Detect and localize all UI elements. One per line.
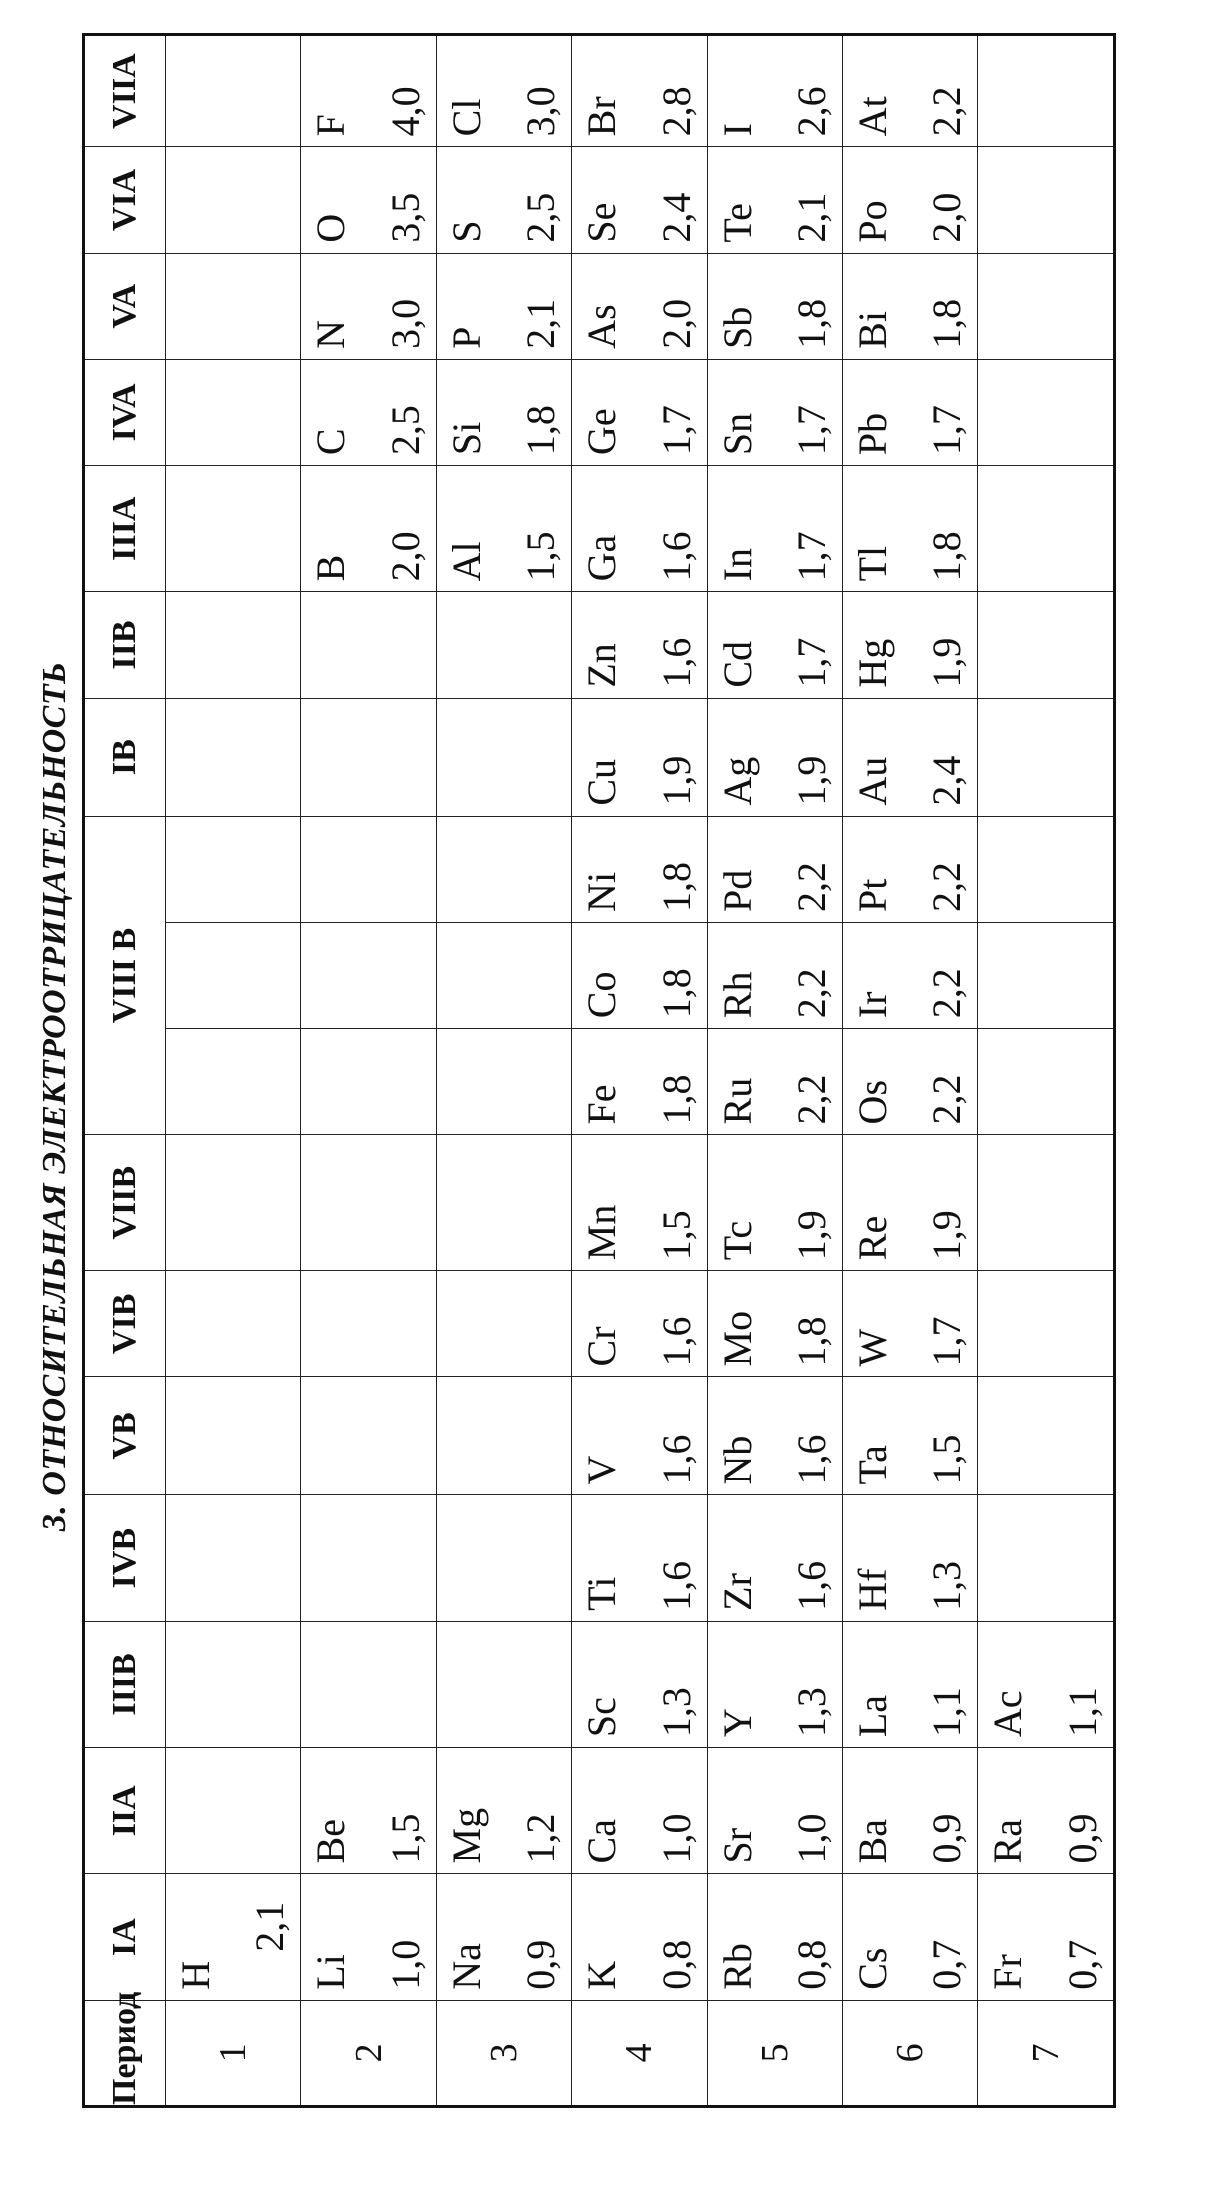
element-cell (572, 1874, 707, 2000)
element-cell (843, 253, 978, 359)
electronegativity-value: 1,3 (653, 1687, 699, 1738)
element-symbol: K (579, 1960, 625, 1990)
table-row (978, 35, 1115, 2107)
element-symbol: O (308, 213, 354, 243)
element-cell (978, 1874, 1115, 2000)
element-cell (301, 466, 436, 592)
electronegativity-value: 1,9 (789, 755, 835, 806)
element-cell (436, 35, 571, 147)
element-symbol: Fe (579, 1084, 625, 1125)
element-cell (843, 1495, 978, 1621)
electronegativity-value: 2,0 (924, 192, 970, 243)
empty-cell (301, 1135, 436, 1271)
element-symbol: W (850, 1328, 896, 1367)
period-label: 2 (301, 2000, 436, 2106)
element-symbol: Hf (850, 1568, 896, 1611)
element-symbol: N (308, 319, 354, 349)
electronegativity-value: 1,6 (789, 1434, 835, 1485)
electronegativity-value: 1,3 (789, 1687, 835, 1738)
element-symbol: Ge (579, 408, 625, 456)
electronegativity-value: 1,9 (653, 755, 699, 806)
element-symbol: Ir (850, 991, 896, 1019)
element-symbol: Cu (579, 758, 625, 806)
element-cell (301, 35, 436, 147)
empty-cell (436, 1495, 571, 1621)
electronegativity-value: 1,5 (653, 1210, 699, 1261)
element-symbol: Ga (579, 534, 625, 582)
electronegativity-value: 2,8 (653, 86, 699, 137)
element-cell (843, 1377, 978, 1495)
empty-cell (166, 1271, 301, 1377)
electronegativity-value: 1,7 (789, 531, 835, 582)
element-symbol: Be (308, 1819, 354, 1864)
electronegativity-value: 2,1 (518, 298, 564, 349)
electronegativity-value: 1,5 (518, 531, 564, 582)
header-group-viia: VIIA (84, 35, 166, 147)
electronegativity-value: 2,2 (789, 861, 835, 912)
element-cell (572, 1377, 707, 1495)
empty-cell (436, 698, 571, 816)
element-cell (843, 1874, 978, 2000)
electronegativity-value: 1,1 (1060, 1687, 1105, 1738)
element-symbol: S (443, 220, 489, 243)
element-cell (436, 147, 571, 253)
element-cell (707, 922, 842, 1028)
element-cell (572, 816, 707, 922)
table-row (301, 35, 436, 2107)
element-cell (978, 1621, 1115, 1747)
element-symbol: Cr (579, 1326, 625, 1367)
element-symbol: Bi (850, 311, 896, 349)
empty-cell (301, 1029, 436, 1135)
element-cell (572, 1495, 707, 1621)
electronegativity-value: 2,2 (924, 1074, 970, 1125)
table-row (436, 35, 571, 2107)
electronegativity-value: 0,9 (1060, 1813, 1105, 1864)
header-group-iva: IVA (84, 359, 166, 465)
element-symbol: Al (443, 541, 489, 582)
element-cell (843, 698, 978, 816)
element-symbol: Y (714, 1708, 760, 1738)
element-cell (436, 1874, 571, 2000)
page-title: 3. ОТНОСИТЕЛЬНАЯ ЭЛЕКТРООТРИЦАТЕЛЬНОСТЬ (36, 661, 73, 1532)
element-symbol: Tl (850, 545, 896, 582)
electronegativity-value: 2,5 (518, 192, 564, 243)
empty-cell (978, 359, 1115, 465)
element-cell (301, 1874, 436, 2000)
element-symbol: Sn (714, 412, 760, 456)
element-cell (301, 253, 436, 359)
electronegativity-value: 0,8 (789, 1939, 835, 1990)
electronegativity-value: 1,6 (653, 637, 699, 688)
element-symbol: Ni (579, 871, 625, 912)
element-symbol: Mg (443, 1807, 489, 1864)
header-group-vb: VB (84, 1377, 166, 1495)
element-symbol: Zr (714, 1573, 760, 1611)
electronegativity-value: 1,8 (653, 968, 699, 1019)
empty-cell (436, 592, 571, 698)
electronegativity-value: 0,9 (518, 1939, 564, 1990)
element-cell (572, 922, 707, 1028)
electronegativity-value: 2,1 (789, 192, 835, 243)
element-symbol: Cl (443, 98, 489, 137)
element-symbol: F (308, 114, 354, 137)
header-group-iib: IIB (84, 592, 166, 698)
element-cell (843, 1748, 978, 1874)
electronegativity-value: 1,7 (653, 405, 699, 456)
element-cell (707, 698, 842, 816)
empty-cell (978, 698, 1115, 816)
electronegativity-value: 1,7 (924, 1316, 970, 1367)
empty-cell (436, 922, 571, 1028)
element-cell (843, 1029, 978, 1135)
element-cell (707, 1621, 842, 1747)
electronegativity-value: 2,5 (382, 405, 428, 456)
element-symbol: Os (850, 1079, 896, 1125)
element-symbol: Ba (850, 1819, 896, 1864)
element-cell (707, 35, 842, 147)
empty-cell (978, 35, 1115, 147)
element-symbol: Mo (714, 1310, 760, 1367)
element-cell (978, 1748, 1115, 1874)
electronegativity-value: 2,0 (653, 298, 699, 349)
element-cell (572, 35, 707, 147)
element-symbol: Cd (714, 640, 760, 688)
electronegativity-value: 1,6 (653, 531, 699, 582)
electronegativity-value: 0,7 (1060, 1939, 1105, 1990)
empty-cell (166, 922, 301, 1028)
element-cell (707, 359, 842, 465)
empty-cell (301, 1377, 436, 1495)
electronegativity-value: 2,4 (924, 755, 970, 806)
electronegativity-value: 4,0 (382, 86, 428, 137)
element-cell (301, 359, 436, 465)
electronegativity-value: 0,8 (653, 1939, 699, 1990)
empty-cell (166, 698, 301, 816)
empty-cell (301, 1621, 436, 1747)
element-symbol: In (714, 548, 760, 582)
electronegativity-value: 1,8 (789, 298, 835, 349)
element-symbol: Po (850, 200, 896, 243)
electronegativity-value: 1,6 (789, 1560, 835, 1611)
element-symbol: Sb (714, 306, 760, 349)
empty-cell (166, 1135, 301, 1271)
element-symbol: Re (850, 1215, 896, 1261)
period-label: 3 (436, 2000, 571, 2106)
empty-cell (166, 816, 301, 922)
element-cell (707, 147, 842, 253)
empty-cell (166, 466, 301, 592)
element-symbol: B (308, 554, 354, 582)
element-cell (436, 466, 571, 592)
period-label: 5 (707, 2000, 842, 2106)
period-label: 1 (166, 2000, 301, 2106)
electronegativity-value: 2,1 (247, 1901, 293, 1952)
empty-cell (166, 147, 301, 253)
electronegativity-value: 3,5 (382, 192, 428, 243)
electronegativity-value: 1,9 (789, 1210, 835, 1261)
element-cell (572, 1135, 707, 1271)
element-symbol: Rh (714, 971, 760, 1019)
header-period: Период (84, 2000, 166, 2106)
element-cell (707, 1135, 842, 1271)
element-symbol: Fr (985, 1954, 1031, 1990)
electronegativity-value: 1,7 (789, 405, 835, 456)
element-symbol: Ta (850, 1445, 896, 1485)
electronegativity-value: 2,2 (924, 968, 970, 1019)
electronegativity-value: 1,8 (653, 1074, 699, 1125)
element-cell (707, 466, 842, 592)
electronegativity-value: 2,2 (789, 968, 835, 1019)
electronegativity-value: 1,0 (653, 1813, 699, 1864)
element-symbol: Nb (714, 1435, 760, 1485)
electronegativity-value: 2,2 (924, 861, 970, 912)
element-symbol: Ac (985, 1690, 1031, 1738)
period-label: 7 (978, 2000, 1115, 2106)
header-group-iiib: IIIB (84, 1621, 166, 1747)
empty-cell (978, 592, 1115, 698)
element-symbol: Rb (714, 1943, 760, 1990)
electronegativity-value: 1,7 (924, 405, 970, 456)
electronegativity-value: 1,5 (924, 1434, 970, 1485)
table-row (572, 35, 707, 2107)
element-symbol: Se (579, 202, 625, 243)
element-symbol: Pt (850, 878, 896, 912)
empty-cell (166, 1495, 301, 1621)
element-cell (572, 698, 707, 816)
electronegativity-value: 2,6 (789, 86, 835, 137)
empty-cell (301, 816, 436, 922)
electronegativity-value: 1,3 (924, 1560, 970, 1611)
element-cell (436, 253, 571, 359)
period-label: 4 (572, 2000, 707, 2106)
electronegativity-value: 1,8 (789, 1316, 835, 1367)
element-symbol: P (443, 326, 489, 349)
electronegativity-value: 2,2 (924, 86, 970, 137)
table-row (843, 35, 978, 2107)
table-body (166, 35, 1115, 2107)
element-symbol: V (579, 1455, 625, 1485)
element-symbol: Na (443, 1943, 489, 1990)
empty-cell (301, 1495, 436, 1621)
empty-cell (978, 147, 1115, 253)
empty-cell (166, 1621, 301, 1747)
electronegativity-table (82, 33, 1116, 2108)
electronegativity-value: 1,6 (653, 1316, 699, 1367)
electronegativity-value: 0,9 (924, 1813, 970, 1864)
electronegativity-value: 1,8 (653, 861, 699, 912)
empty-cell (301, 1271, 436, 1377)
element-cell (843, 922, 978, 1028)
element-symbol: Cs (850, 1947, 896, 1990)
element-cell (707, 1029, 842, 1135)
electronegativity-value: 1,5 (382, 1813, 428, 1864)
empty-cell (166, 253, 301, 359)
electronegativity-value: 2,2 (789, 1074, 835, 1125)
element-symbol: Sc (579, 1697, 625, 1738)
electronegativity-value: 1,2 (518, 1813, 564, 1864)
electronegativity-value: 1,0 (789, 1813, 835, 1864)
empty-cell (301, 698, 436, 816)
element-cell (707, 1271, 842, 1377)
element-cell (843, 1271, 978, 1377)
element-symbol: Mn (579, 1204, 625, 1261)
element-cell (707, 1495, 842, 1621)
header-group-iia: IIA (84, 1748, 166, 1874)
empty-cell (978, 816, 1115, 922)
table-row (707, 35, 842, 2107)
electronegativity-value: 1,7 (789, 637, 835, 688)
element-cell (572, 1271, 707, 1377)
electronegativity-value: 1,9 (924, 637, 970, 688)
electronegativity-value: 1,0 (382, 1939, 428, 1990)
element-cell (436, 1748, 571, 1874)
element-symbol: Hg (850, 638, 896, 688)
electronegativity-value: 1,8 (518, 405, 564, 456)
element-cell (301, 1748, 436, 1874)
element-cell (843, 816, 978, 922)
element-cell (707, 816, 842, 922)
empty-cell (166, 1748, 301, 1874)
element-cell (707, 1377, 842, 1495)
element-symbol: Tc (714, 1220, 760, 1261)
element-symbol: At (850, 96, 896, 137)
empty-cell (978, 253, 1115, 359)
element-cell (572, 147, 707, 253)
element-cell (572, 359, 707, 465)
element-cell (301, 147, 436, 253)
empty-cell (436, 1271, 571, 1377)
header-group-viiib: VIII B (84, 816, 166, 1135)
empty-cell (166, 1029, 301, 1135)
empty-cell (978, 1029, 1115, 1135)
element-cell (843, 359, 978, 465)
element-cell (843, 466, 978, 592)
header-group-ib: IB (84, 698, 166, 816)
element-cell (707, 1874, 842, 2000)
element-cell (572, 466, 707, 592)
empty-cell (978, 922, 1115, 1028)
empty-cell (166, 1377, 301, 1495)
element-symbol: La (850, 1694, 896, 1738)
element-symbol: Au (850, 756, 896, 806)
empty-cell (436, 1029, 571, 1135)
element-cell (843, 592, 978, 698)
element-symbol: Ag (714, 756, 760, 806)
electronegativity-value: 2,0 (382, 531, 428, 582)
element-cell (843, 35, 978, 147)
element-cell (572, 1621, 707, 1747)
electronegativity-value: 1,6 (653, 1560, 699, 1611)
electronegativity-value: 2,4 (653, 192, 699, 243)
empty-cell (301, 922, 436, 1028)
empty-cell (436, 1135, 571, 1271)
element-cell (572, 592, 707, 698)
element-symbol: As (579, 304, 625, 349)
element-symbol: Ru (714, 1077, 760, 1125)
element-symbol: Pd (714, 869, 760, 912)
element-symbol: C (308, 428, 354, 456)
empty-cell (978, 1135, 1115, 1271)
empty-cell (166, 359, 301, 465)
element-cell (166, 1874, 301, 2000)
element-symbol: Co (579, 971, 625, 1019)
electronegativity-value: 1,9 (924, 1210, 970, 1261)
header-group-viib: VIIB (84, 1135, 166, 1271)
element-symbol: H (173, 1960, 218, 1990)
element-cell (707, 1748, 842, 1874)
element-cell (843, 1135, 978, 1271)
header-group-ivb: IVB (84, 1495, 166, 1621)
empty-cell (978, 1495, 1115, 1621)
electronegativity-value: 1,8 (924, 298, 970, 349)
header-group-va: VA (84, 253, 166, 359)
header-group-ia: IA (84, 1874, 166, 2000)
electronegativity-value: 1,1 (924, 1687, 970, 1738)
empty-cell (436, 816, 571, 922)
electronegativity-value: 3,0 (382, 298, 428, 349)
header-group-via: VIA (84, 147, 166, 253)
element-symbol: Ra (985, 1819, 1031, 1864)
element-symbol: Te (714, 203, 760, 243)
empty-cell (436, 1621, 571, 1747)
empty-cell (978, 466, 1115, 592)
element-cell (843, 1621, 978, 1747)
element-cell (436, 359, 571, 465)
empty-cell (436, 1377, 571, 1495)
empty-cell (166, 35, 301, 147)
empty-cell (166, 592, 301, 698)
element-cell (843, 147, 978, 253)
electronegativity-value: 1,8 (924, 531, 970, 582)
element-cell (707, 253, 842, 359)
element-cell (572, 1029, 707, 1135)
table-row (166, 35, 301, 2107)
empty-cell (978, 1271, 1115, 1377)
element-symbol: Zn (579, 643, 625, 688)
period-label: 6 (843, 2000, 978, 2106)
header-group-iiia: IIIA (84, 466, 166, 592)
electronegativity-value: 1,6 (653, 1434, 699, 1485)
element-symbol: Sr (714, 1827, 760, 1864)
element-symbol: Si (443, 421, 489, 456)
element-symbol: I (714, 122, 760, 137)
element-symbol: Pb (850, 412, 896, 456)
element-symbol: Ti (579, 1576, 625, 1611)
element-symbol: Li (308, 1954, 354, 1990)
electronegativity-value: 3,0 (518, 86, 564, 137)
header-row (84, 35, 166, 2107)
element-cell (572, 1748, 707, 1874)
element-cell (707, 592, 842, 698)
element-symbol: Br (579, 96, 625, 137)
empty-cell (301, 592, 436, 698)
element-symbol: Ca (579, 1819, 625, 1864)
empty-cell (978, 1377, 1115, 1495)
header-group-vib: VIB (84, 1271, 166, 1377)
element-cell (572, 253, 707, 359)
electronegativity-value: 0,7 (924, 1939, 970, 1990)
